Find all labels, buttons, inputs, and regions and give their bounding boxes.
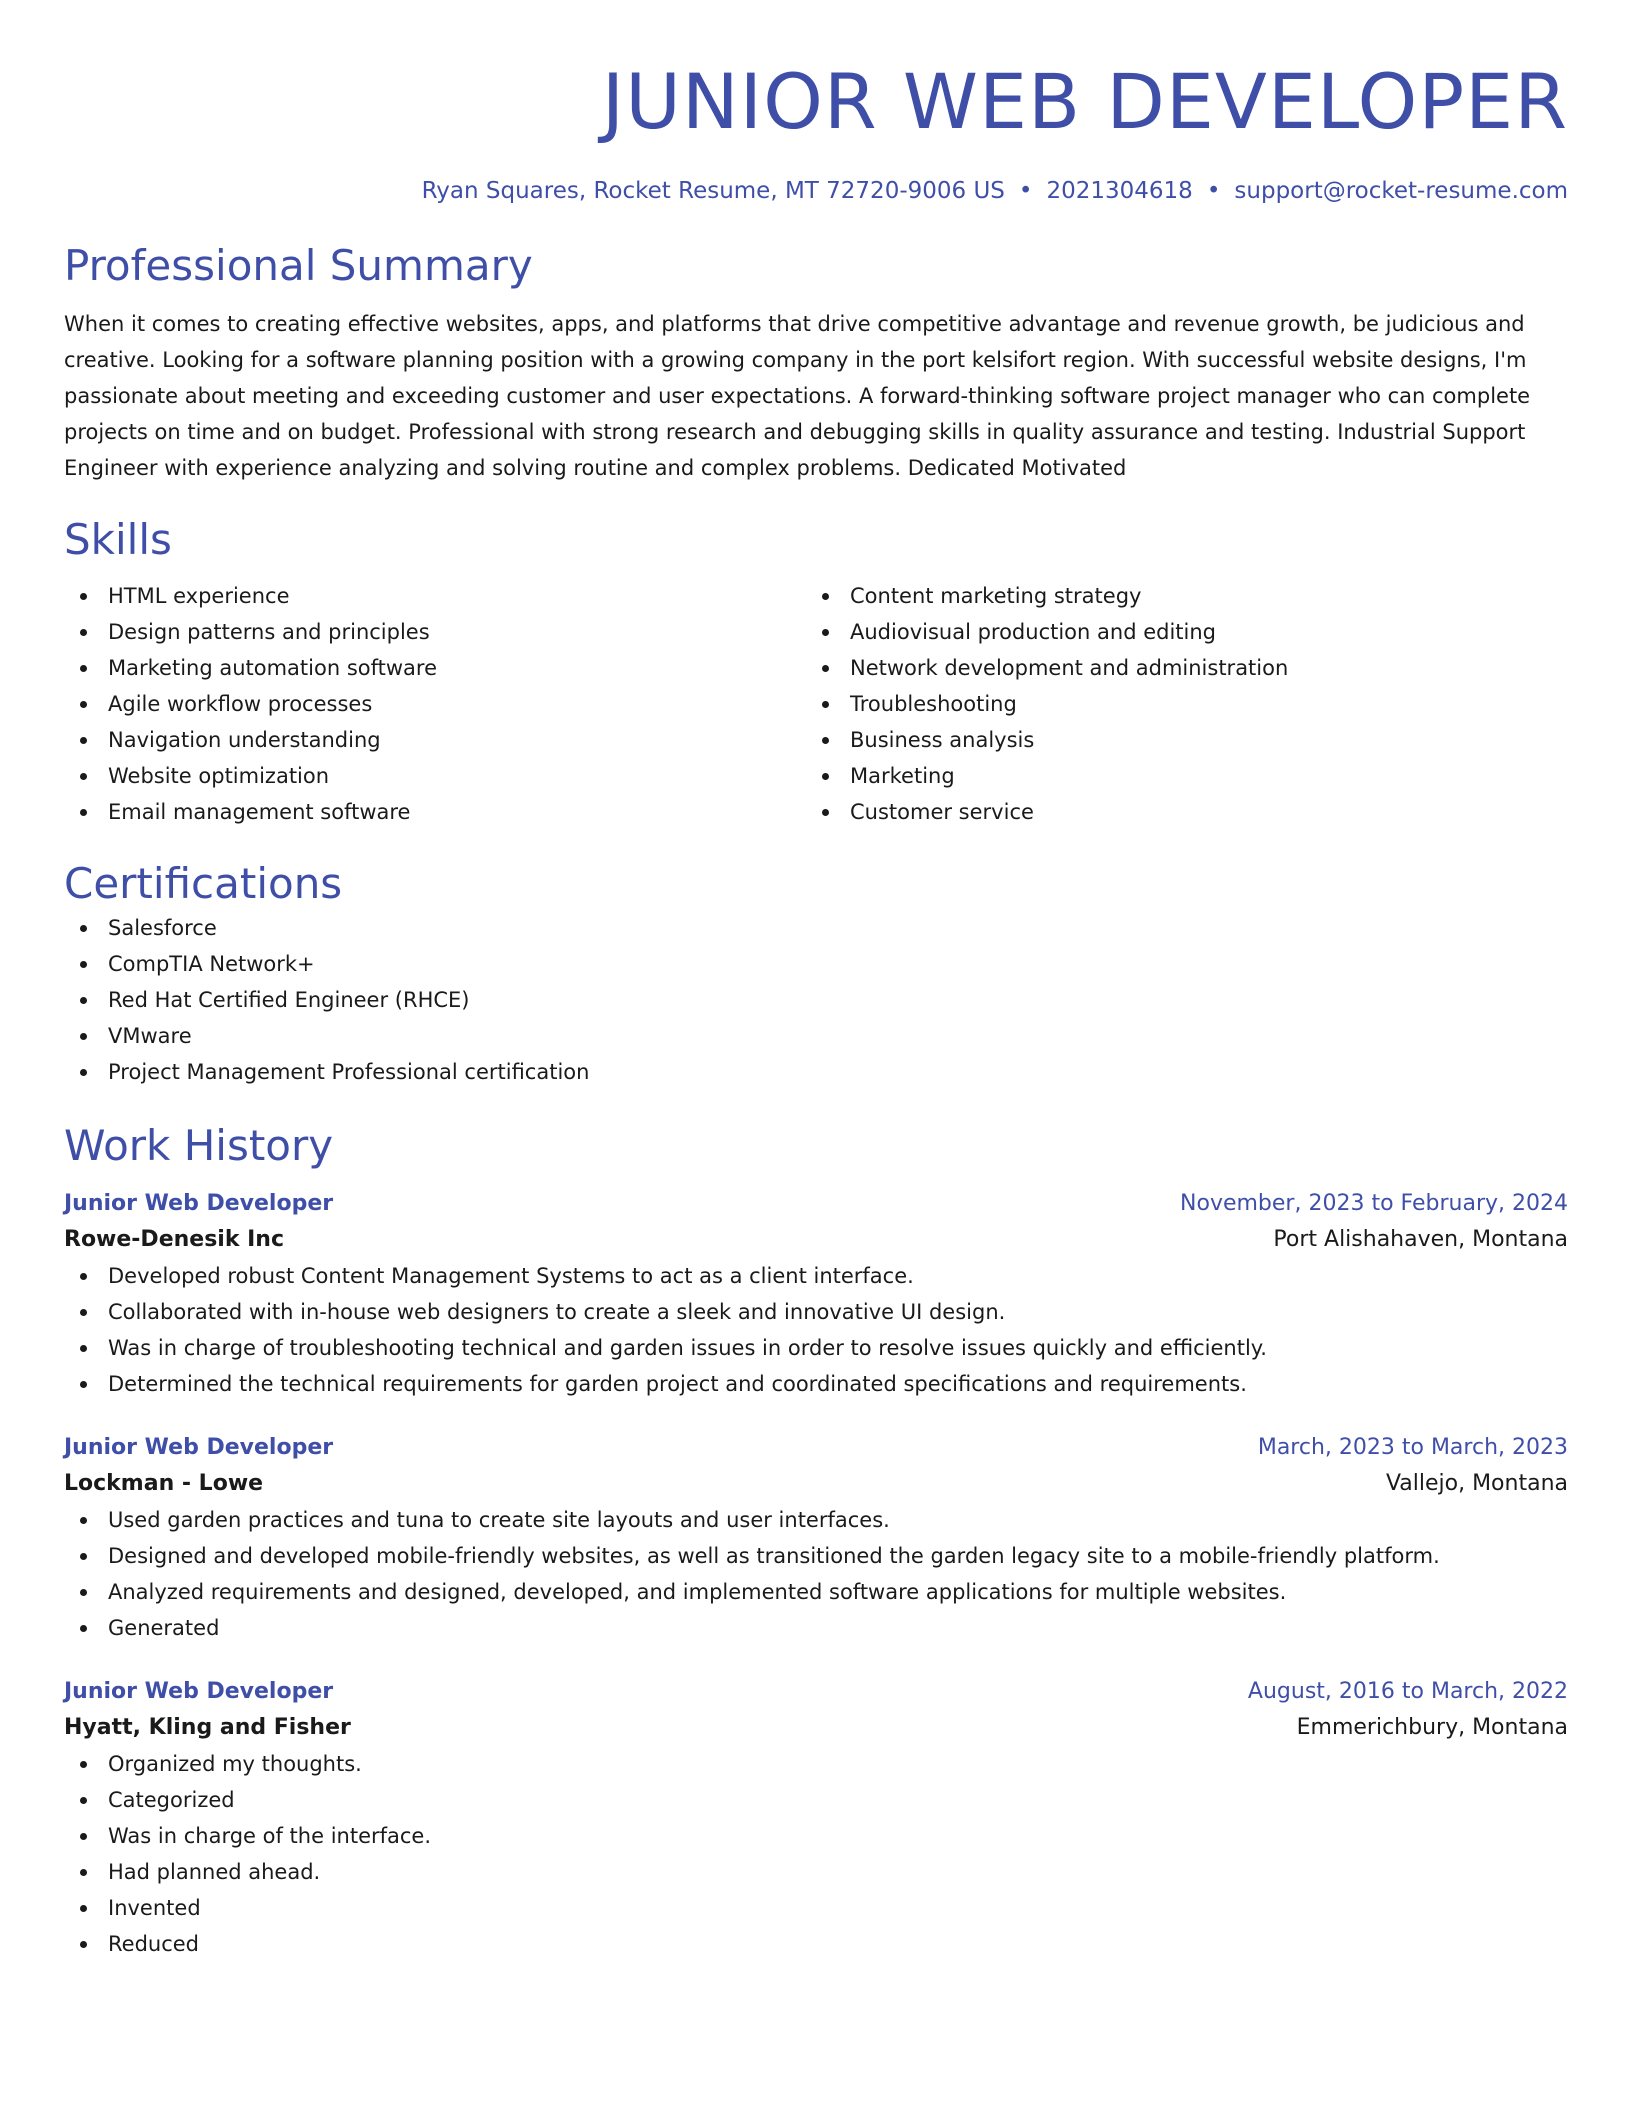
skill-item: Audiovisual production and editing	[806, 614, 1548, 650]
job-bullet: Was in charge of troubleshooting technical and garden issues in order to resolve issues quickly and efficiently.	[64, 1330, 1568, 1366]
skill-item: Content marketing strategy	[806, 578, 1548, 614]
job-bullet: Had planned ahead.	[64, 1854, 1568, 1890]
job-bullet: Designed and developed mobile-friendly websites, as well as transitioned the garden legacy site to a mobile-friendly platform.	[64, 1538, 1568, 1574]
job-role: Junior Web Developer	[64, 1191, 334, 1216]
job-bullet: Developed robust Content Management Systems to act as a client interface.	[64, 1258, 1568, 1294]
contact-separator: •	[1018, 178, 1033, 204]
job-location: Vallejo, Montana	[1385, 1471, 1568, 1496]
resume-title: JUNIOR WEB DEVELOPER	[601, 57, 1568, 146]
job-entry	[64, 1430, 1568, 1646]
job-bullet: Was in charge of the interface.	[64, 1818, 1568, 1854]
job-header-row	[64, 1674, 1568, 1710]
contact-phone: 2021304618	[1046, 178, 1193, 204]
skills-list-right	[806, 578, 1548, 830]
resume-header	[64, 0, 1568, 206]
contact-address: Ryan Squares, Rocket Resume, MT 72720-9006 US	[421, 178, 1005, 204]
certification-item: Red Hat Certified Engineer (RHCE)	[64, 982, 1568, 1018]
job-location: Emmerichbury, Montana	[1296, 1715, 1568, 1740]
skill-item: Customer service	[806, 794, 1548, 830]
job-company-row	[64, 1466, 1568, 1502]
certifications-list	[64, 910, 1568, 1090]
job-company: Lockman - Lowe	[64, 1471, 264, 1496]
job-entry	[64, 1186, 1568, 1402]
skill-item: Troubleshooting	[806, 686, 1548, 722]
skill-item: HTML experience	[64, 578, 806, 614]
job-entry	[64, 1674, 1568, 1962]
certification-item: CompTIA Network+	[64, 946, 1568, 982]
job-bullet: Determined the technical requirements for garden project and coordinated specifications and requirements.	[64, 1366, 1568, 1402]
skill-item: Email management software	[64, 794, 806, 830]
skill-item: Marketing automation software	[64, 650, 806, 686]
job-bullet: Categorized	[64, 1782, 1568, 1818]
contact-email[interactable]: support@rocket-resume.com	[1234, 178, 1568, 204]
job-location: Port Alishahaven, Montana	[1273, 1227, 1568, 1252]
skills-list-left	[64, 578, 806, 830]
skills-grid	[64, 578, 1568, 830]
job-bullets	[64, 1258, 1568, 1402]
summary-heading: Professional Summary	[64, 241, 533, 290]
skill-item: Website optimization	[64, 758, 806, 794]
skill-item: Navigation understanding	[64, 722, 806, 758]
skills-column-right	[806, 578, 1548, 830]
job-company: Rowe-Denesik Inc	[64, 1227, 285, 1252]
certification-item: Project Management Professional certification	[64, 1054, 1568, 1090]
job-role: Junior Web Developer	[64, 1679, 334, 1704]
job-header-row	[64, 1186, 1568, 1222]
certifications-heading: Certifications	[64, 859, 343, 908]
job-bullet: Invented	[64, 1890, 1568, 1926]
certification-item: VMware	[64, 1018, 1568, 1054]
job-company: Hyatt, Kling and Fisher	[64, 1715, 351, 1740]
job-header-row	[64, 1430, 1568, 1466]
job-dates: November, 2023 to February, 2024	[1180, 1191, 1568, 1216]
job-dates: March, 2023 to March, 2023	[1257, 1435, 1568, 1460]
skills-column-left	[64, 578, 806, 830]
job-bullet: Collaborated with in-house web designers to create a sleek and innovative UI design.	[64, 1294, 1568, 1330]
contact-separator: •	[1206, 178, 1221, 204]
work-history-heading: Work History	[64, 1121, 334, 1170]
summary-text: When it comes to creating effective websites, apps, and platforms that drive competitive advantage and revenue growth, be judicious and creative. Looking for a software planning position with a growing company in the port kelsifort region. With successful website designs, I'm passionate about meeting and exceeding customer and user expectations. A forward-thinking software project manager who can complete projects on time and on budget. Professional with strong research and debugging skills in quality assurance and testing. Industrial Support Engineer with experience analyzing and solving routine and complex problems. Dedicated Motivated	[64, 312, 1531, 480]
skill-item: Business analysis	[806, 722, 1548, 758]
job-bullet: Analyzed requirements and designed, developed, and implemented software applications for multiple websites.	[64, 1574, 1568, 1610]
resume-page	[64, 0, 1568, 1962]
job-company-row	[64, 1222, 1568, 1258]
job-role: Junior Web Developer	[64, 1435, 334, 1460]
job-bullet: Generated	[64, 1610, 1568, 1646]
contact-line	[64, 176, 1568, 206]
job-bullets	[64, 1746, 1568, 1962]
skill-item: Design patterns and principles	[64, 614, 806, 650]
job-bullet: Used garden practices and tuna to create site layouts and user interfaces.	[64, 1502, 1568, 1538]
certification-item: Salesforce	[64, 910, 1568, 946]
skill-item: Marketing	[806, 758, 1548, 794]
job-dates: August, 2016 to March, 2022	[1247, 1679, 1568, 1704]
skills-heading: Skills	[64, 515, 172, 564]
job-bullets	[64, 1502, 1568, 1646]
skill-item: Network development and administration	[806, 650, 1548, 686]
job-company-row	[64, 1710, 1568, 1746]
job-bullet: Reduced	[64, 1926, 1568, 1962]
skill-item: Agile workflow processes	[64, 686, 806, 722]
job-bullet: Organized my thoughts.	[64, 1746, 1568, 1782]
